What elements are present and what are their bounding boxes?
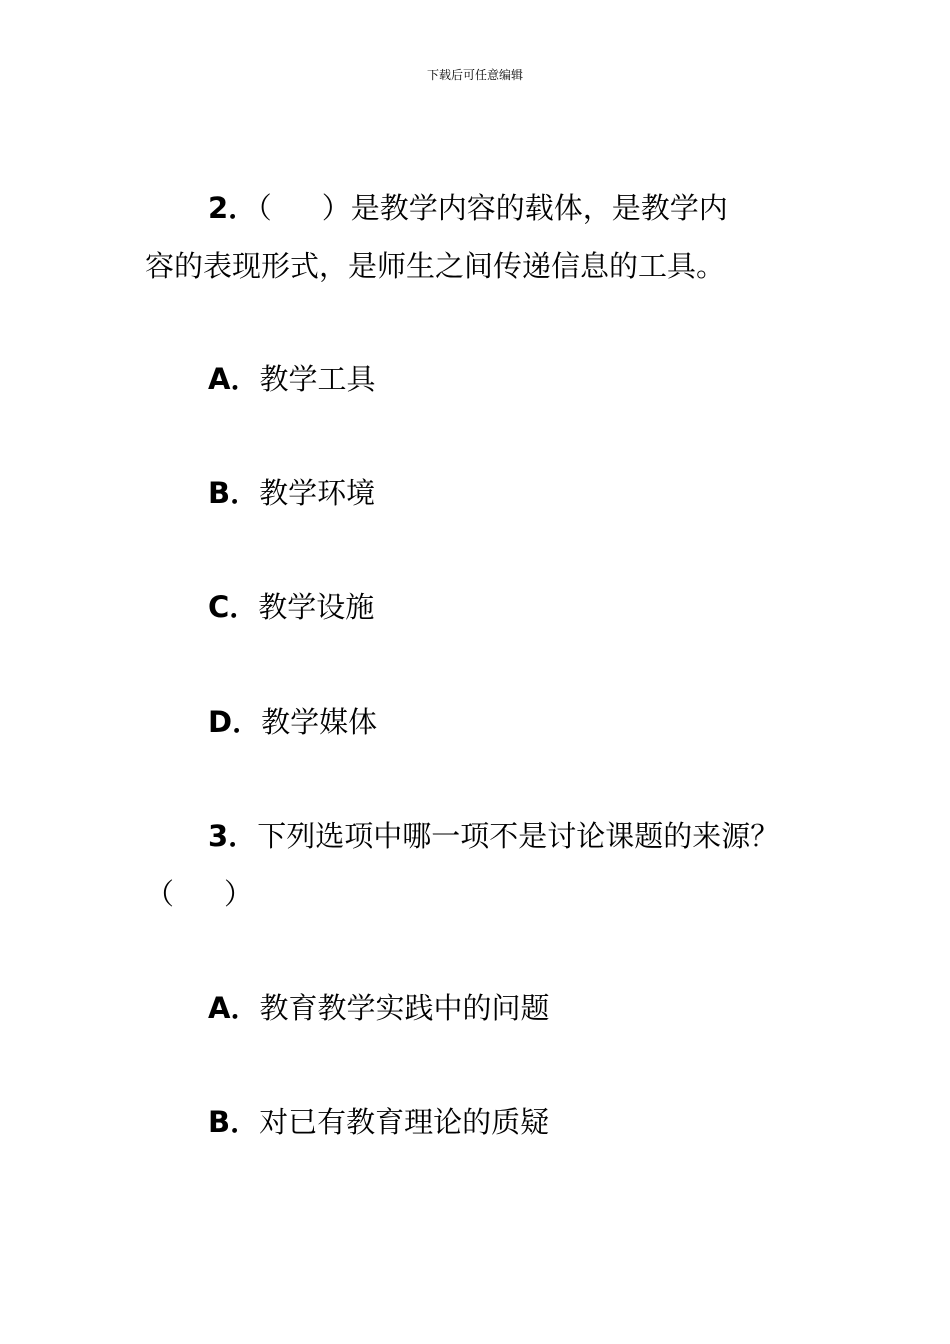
option-3b	[208, 1102, 549, 1142]
option-letter: A．	[208, 991, 260, 1025]
option-text: 教学设施	[258, 590, 375, 624]
question-3-line-2	[145, 874, 253, 914]
option-text: 教育教学实践中的问题	[259, 991, 550, 1025]
option-text: 教学媒体	[261, 705, 378, 739]
option-text: 对已有教育理论的质疑	[259, 1105, 550, 1139]
close-paren: ）	[321, 191, 351, 225]
option-text: 教学环境	[259, 476, 376, 510]
option-letter: D．	[208, 705, 262, 739]
question-number: 3．	[208, 819, 258, 853]
option-2c	[208, 587, 374, 627]
option-3a	[208, 988, 549, 1028]
close-paren: ）	[224, 877, 254, 911]
option-letter: C．	[208, 590, 259, 624]
question-3-line-1	[208, 816, 779, 856]
open-paren: （	[257, 191, 272, 225]
question-2-line-1	[208, 188, 728, 228]
question-text: 是教学内容的载体，是教学内	[350, 191, 728, 225]
page-header: 下载后可任意编辑	[426, 68, 523, 82]
option-2a	[208, 359, 375, 399]
option-letter: A．	[208, 362, 260, 396]
question-2-line-2	[145, 246, 725, 286]
option-2d	[208, 702, 377, 742]
option-2b	[208, 473, 375, 513]
question-number: 2．	[208, 191, 258, 225]
open-paren: （	[145, 877, 175, 911]
option-letter: B．	[208, 1105, 260, 1139]
question-text: 下列选项中哪一项不是讨论课题的来源？	[257, 819, 780, 853]
option-text: 教学工具	[259, 362, 376, 396]
question-text-continued: 容的表现形式，是师生之间传递信息的工具。	[145, 249, 726, 283]
option-letter: B．	[208, 476, 260, 510]
